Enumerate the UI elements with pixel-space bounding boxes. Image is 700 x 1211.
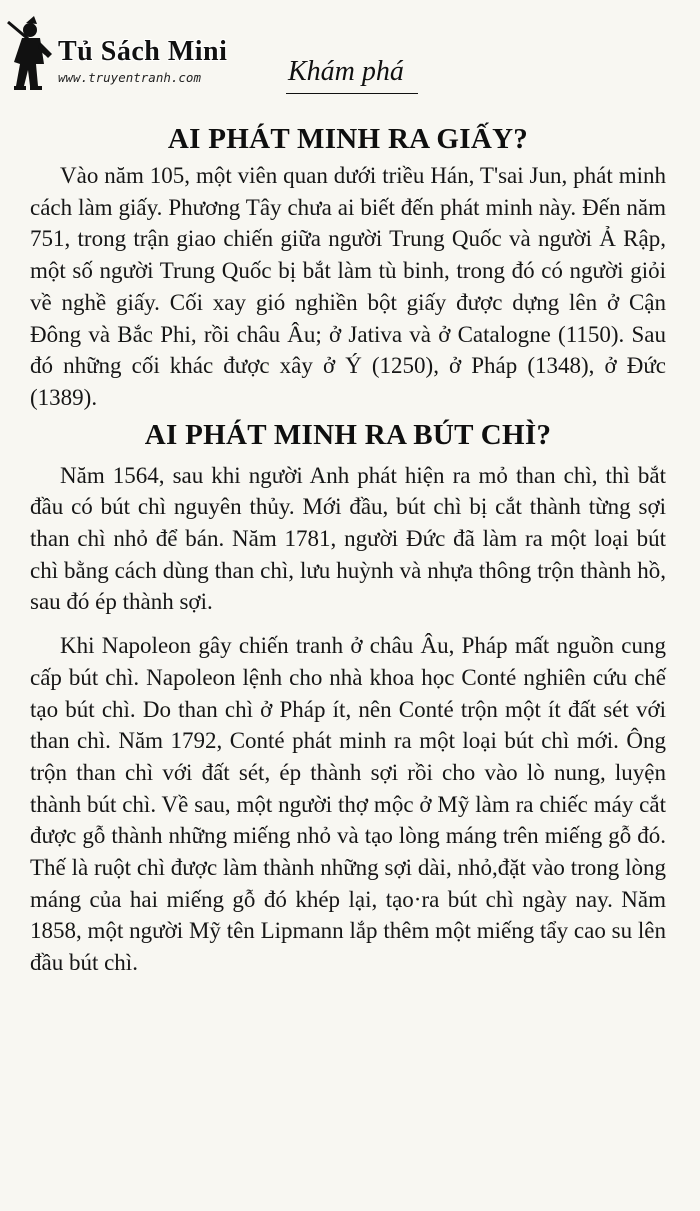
site-url: www.truyentranh.com <box>58 70 201 85</box>
warrior-figure-icon <box>6 14 62 94</box>
paragraph-pencil-2: Khi Napoleon gây chiến tranh ở châu Âu, Pháp mất nguồn cung cấp bút chì. Napoleon lệnh cho nhà khoa học Conté nghiên cứu chế tạo bút chì. Do than chì ở Pháp ít, nên Conté trộn một ít đất sét với than chì. Năm 1792, Conté phát minh ra một loại bút chì mới. Ông trộn than chì với đất sét, ép thành sợi rồi cho vào lò nung, luyện thành bút chì. Về sau, một người thợ mộc ở Mỹ làm ra chiếc máy cắt được gỗ thành những miếng nhỏ và tạo lòng máng trên miếng gỗ đó. Thế là ruột chì được làm thành những sợi dài, nhỏ,đặt vào trong lòng máng của hai miếng gỗ đó khép lại, tạo·ra bút chì ngày nay. Năm 1858, một người Mỹ tên Lipmann lắp thêm một miếng tẩy cao su lên đầu bút chì. <box>30 633 666 976</box>
section-label: Khám phá <box>288 56 404 87</box>
site-watermark <box>6 14 236 104</box>
article-heading-paper: AI PHÁT MINH RA GIẤY? <box>167 123 529 155</box>
paragraph-pencil-1: Năm 1564, sau khi người Anh phát hiện ra mỏ than chì, thì bắt đầu có bút chì nguyên thủy. Mới đầu, bút chì bị cắt thành từng sợi than chì nhỏ để bán. Năm 1781, người Đức đã làm ra một loại bút chì bằng cách dùng than chì, lưu huỳnh và nhựa thông trộn thành hồ, sau đó ép thành sợi. <box>30 462 666 615</box>
site-name: Tủ Sách Mini <box>58 36 228 67</box>
page-content <box>30 118 666 979</box>
paragraph-paper: Vào năm 105, một viên quan dưới triều Hán, T'sai Jun, phát minh cách làm giấy. Phương Tây chưa ai biết đến phát minh này. Đến năm 751, trong trận giao chiến giữa người Trung Quốc và người Ả Rập, một số người Trung Quốc bị bắt làm tù binh, trong đó có người giỏi về nghề giấy. Cối xay gió nghiền bột giấy được dựng lên ở Cận Đông và Bắc Phi, rồi châu Âu; ở Jativa và ở Catalogne (1150). Sau đó những cối khác được xây ở Ý (1250), ở Pháp (1348), ở Đức (1389). <box>30 163 666 410</box>
section-underline <box>286 93 418 94</box>
article-heading-pencil: AI PHÁT MINH RA BÚT CHÌ? <box>144 418 552 451</box>
